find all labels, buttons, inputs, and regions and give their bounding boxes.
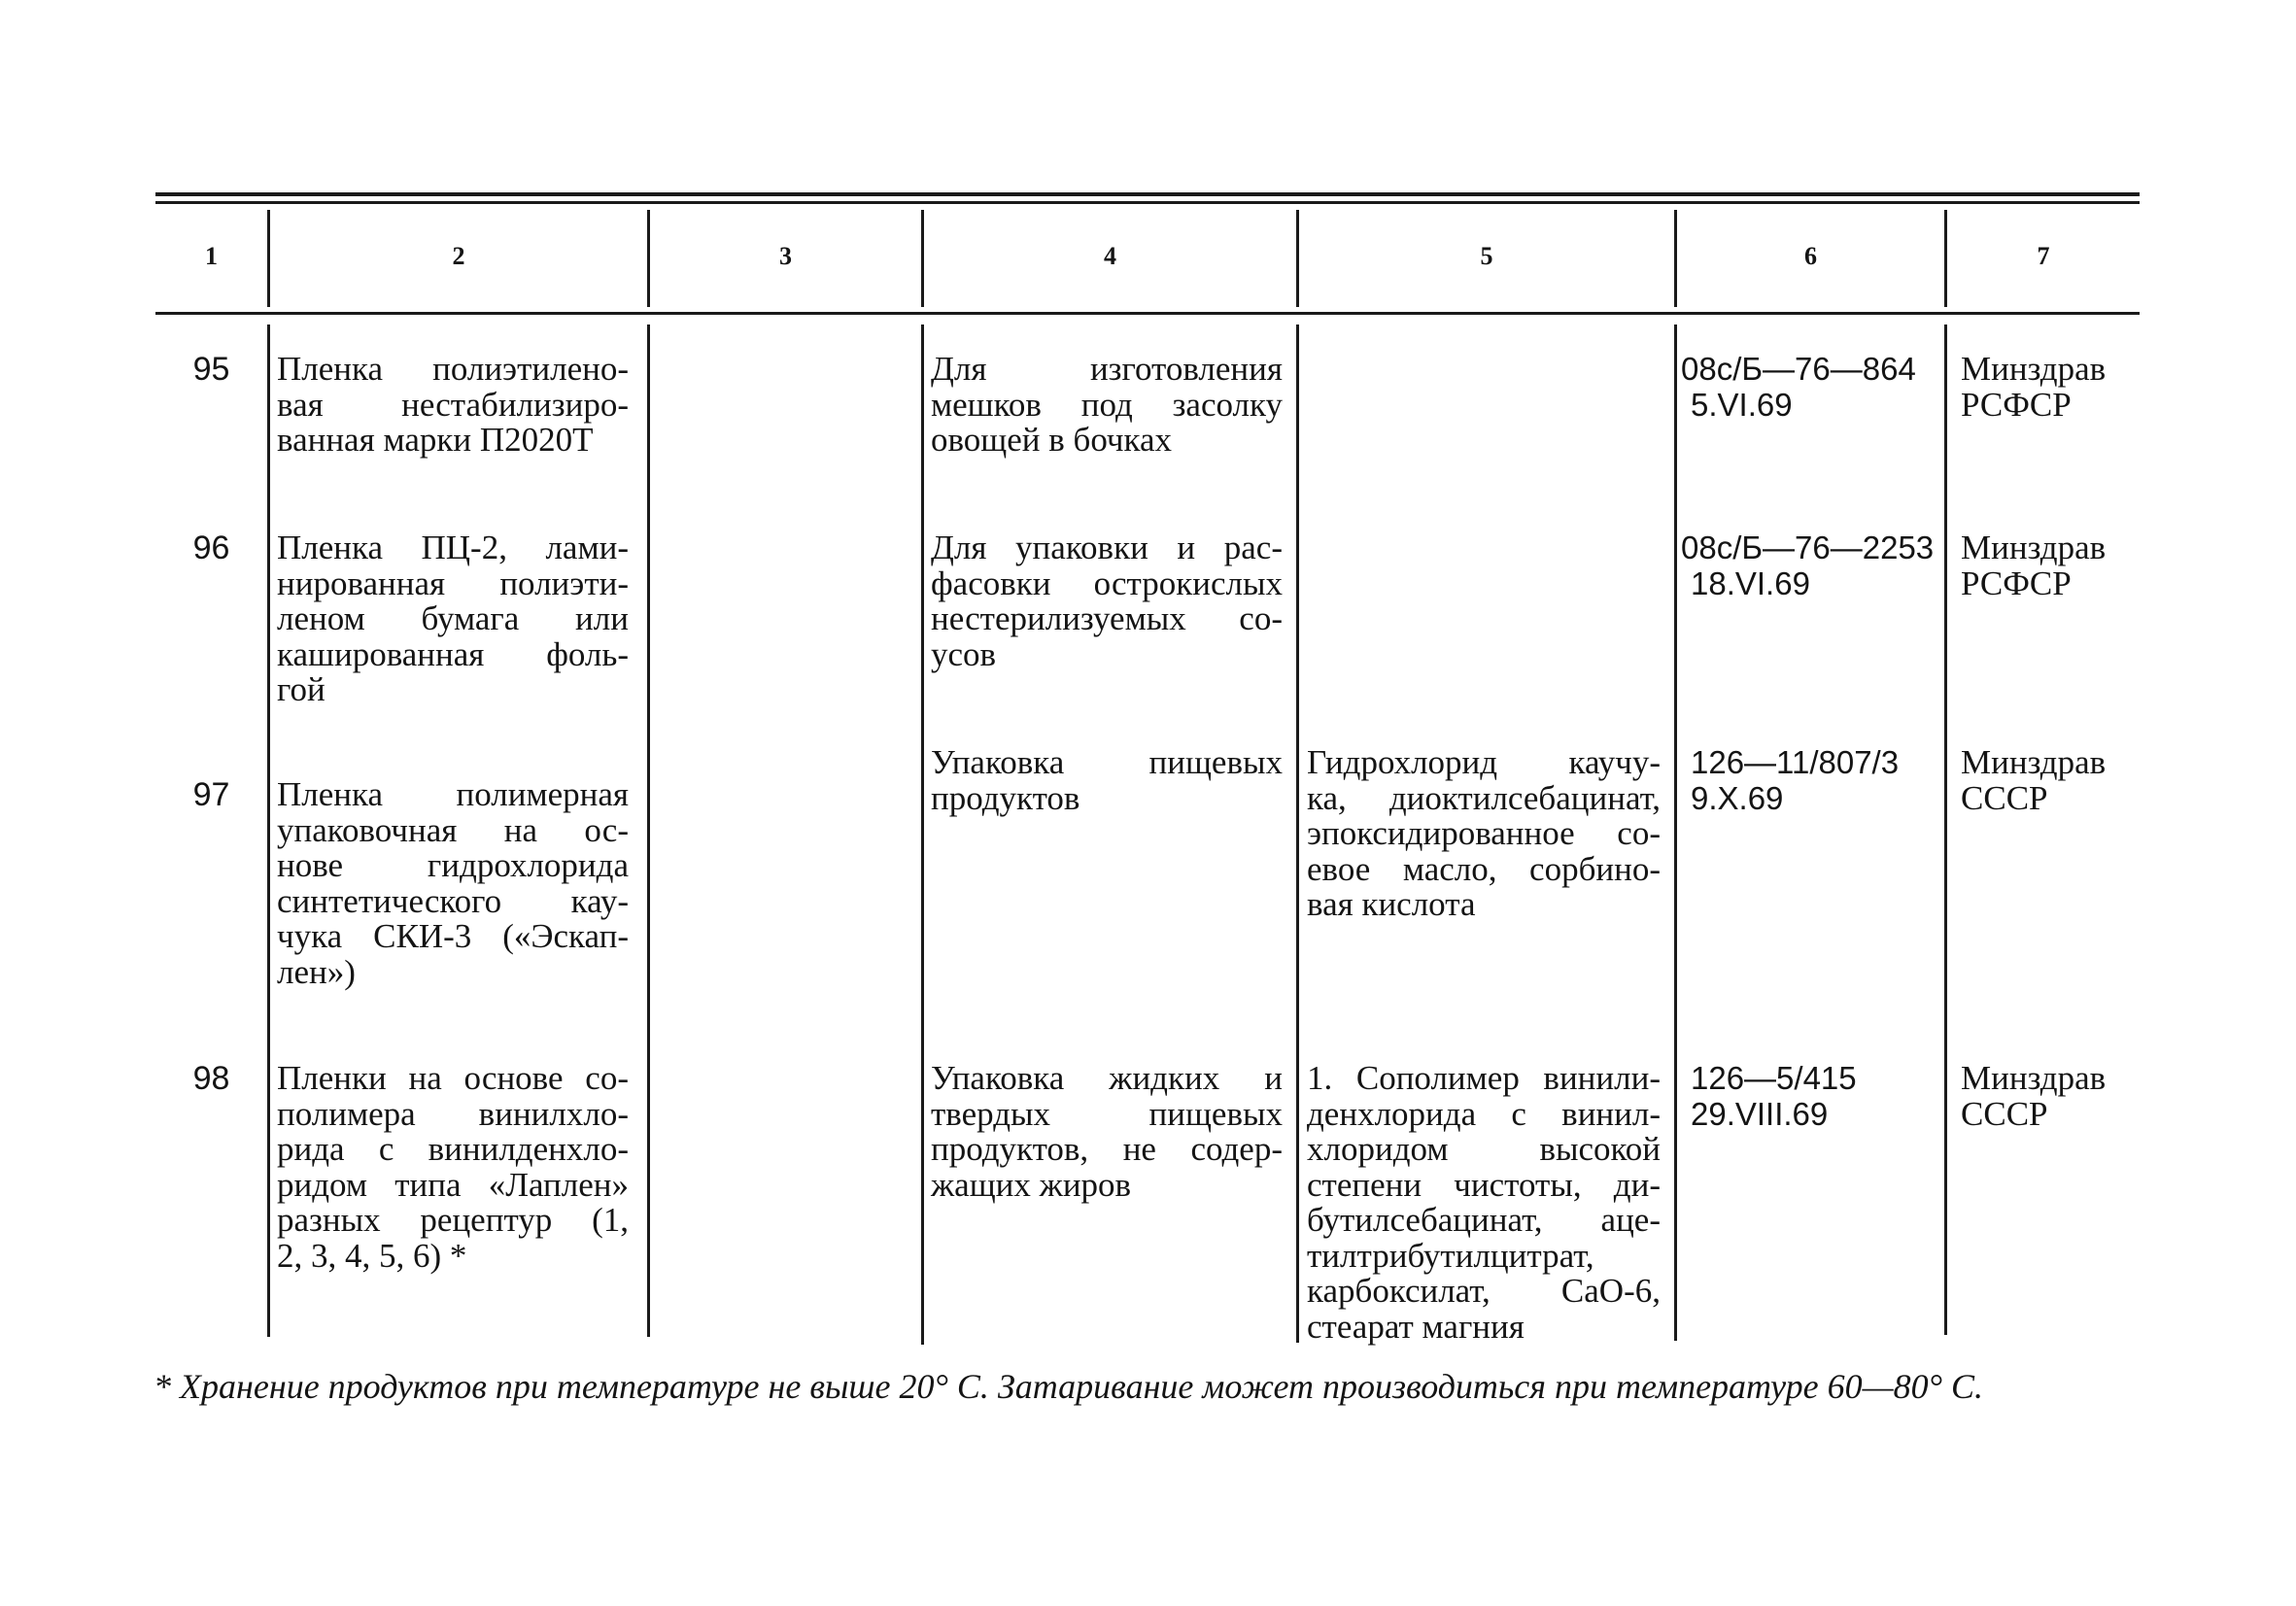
text-line: 2, 3, 4, 5, 6) * bbox=[277, 1236, 467, 1275]
table-top-rule-inner bbox=[155, 201, 2140, 204]
text-line: 18.VI.69 bbox=[1691, 564, 1810, 601]
text-line: денхлорида с винил- bbox=[1307, 1094, 1661, 1133]
text-line: СССР bbox=[1961, 778, 2048, 817]
text-line: степени чистоты, ди- bbox=[1307, 1165, 1661, 1204]
text-line: нированная полиэти- bbox=[277, 564, 629, 602]
text-line: бутилсебацинат, аце- bbox=[1307, 1201, 1661, 1239]
text-line: твердых пищевых bbox=[931, 1094, 1283, 1133]
text-line: вая кислота bbox=[1307, 885, 1476, 923]
text-line: упаковочная на ос- bbox=[277, 810, 629, 849]
composition bbox=[1307, 745, 1661, 923]
text-line: чука СКИ-3 («Эскап- bbox=[277, 917, 629, 955]
column-header: 3 bbox=[779, 242, 792, 270]
text-line: нове гидрохлорида bbox=[277, 846, 629, 884]
text-line: овощей в бочках bbox=[931, 421, 1173, 459]
column-header: 6 bbox=[1804, 242, 1817, 270]
text-line: 5.VI.69 bbox=[1691, 386, 1793, 423]
text-line: Пленка полимерная bbox=[277, 775, 629, 813]
text-line: СССР bbox=[1961, 1094, 2048, 1133]
text-line: 08с/Б—76—2253 bbox=[1681, 530, 1935, 565]
text-line: ридом типа «Лаплен» bbox=[277, 1165, 629, 1204]
purpose bbox=[931, 1061, 1283, 1203]
text-line: 1. Сополимер винили- bbox=[1307, 1059, 1661, 1097]
column-divider bbox=[1296, 325, 1299, 1343]
text-line: 08с/Б—76—864 bbox=[1681, 351, 1916, 387]
text-line: Минздрав bbox=[1961, 743, 2107, 781]
column-header: 5 bbox=[1480, 242, 1493, 270]
permit-reference bbox=[1691, 1061, 1943, 1132]
column-divider bbox=[1674, 325, 1677, 1341]
text-line: тилтрибутилцитрат, bbox=[1307, 1236, 1594, 1275]
permit-reference bbox=[1681, 352, 1943, 423]
column-header: 7 bbox=[2037, 242, 2050, 270]
column-header: 2 bbox=[452, 242, 465, 270]
composition bbox=[1307, 1061, 1661, 1345]
issuing-authority bbox=[1961, 1061, 2136, 1132]
text-line: лен») bbox=[277, 952, 356, 991]
purpose bbox=[931, 352, 1283, 459]
issuing-authority bbox=[1961, 352, 2136, 423]
text-line: стеарат магния bbox=[1307, 1307, 1525, 1346]
material-name bbox=[277, 530, 629, 708]
text-line: продуктов, не содер- bbox=[931, 1130, 1283, 1168]
text-line: Пленка ПЦ-2, лами- bbox=[277, 529, 629, 566]
text-line: евое масло, сорбино- bbox=[1307, 849, 1661, 888]
row-number: 98 bbox=[192, 1060, 230, 1097]
issuing-authority bbox=[1961, 530, 2136, 601]
text-line: Для изготовления bbox=[931, 350, 1283, 388]
table-top-rule bbox=[155, 192, 2140, 196]
text-line: Минздрав bbox=[1961, 529, 2107, 566]
text-line: нестерилизуемых со- bbox=[931, 599, 1283, 637]
column-divider bbox=[267, 325, 270, 1337]
column-header: 1 bbox=[205, 242, 218, 270]
footnote: * Хранение продуктов при температуре не выше 20° С. Затаривание может производиться при температуре 60—80° С. bbox=[154, 1367, 1984, 1406]
text-line: 126—11/807/3 bbox=[1691, 744, 1900, 780]
text-line: карбоксилат, СаО-6, bbox=[1307, 1272, 1661, 1310]
text-line: фасовки острокислых bbox=[931, 564, 1283, 602]
text-line: мешков под засолку bbox=[931, 385, 1283, 424]
text-line: усов bbox=[931, 634, 997, 673]
text-line: Минздрав bbox=[1961, 1059, 2107, 1097]
text-line: 9.X.69 bbox=[1691, 779, 1784, 816]
material-name bbox=[277, 1061, 629, 1274]
text-line: 29.VIII.69 bbox=[1691, 1095, 1829, 1132]
column-header: 4 bbox=[1104, 242, 1116, 270]
purpose bbox=[931, 745, 1283, 816]
row-number: 95 bbox=[192, 351, 230, 388]
permit-reference bbox=[1691, 745, 1943, 816]
text-line: эпоксидированное со- bbox=[1307, 814, 1661, 852]
table-header-rule bbox=[155, 312, 2140, 315]
text-line: Упаковка пищевых bbox=[931, 743, 1283, 781]
text-line: кашированная фоль- bbox=[277, 634, 629, 673]
column-divider bbox=[1944, 325, 1947, 1335]
text-line: хлоридом высокой bbox=[1307, 1130, 1661, 1168]
text-line: полимера винилхло- bbox=[277, 1094, 629, 1133]
text-line: Минздрав bbox=[1961, 350, 2107, 388]
column-divider bbox=[921, 325, 924, 1345]
text-line: вая нестабилизиро- bbox=[277, 385, 629, 424]
text-line: Пленка полиэтилено- bbox=[277, 350, 629, 388]
issuing-authority bbox=[1961, 745, 2136, 816]
text-line: РСФСР bbox=[1961, 564, 2072, 602]
purpose bbox=[931, 530, 1283, 672]
text-line: 126—5/415 bbox=[1691, 1060, 1857, 1096]
column-divider bbox=[647, 325, 650, 1337]
permit-reference bbox=[1681, 530, 1943, 601]
text-line: синтетического кау- bbox=[277, 881, 629, 920]
text-line: Для упаковки и рас- bbox=[931, 529, 1283, 566]
text-line: Упаковка жидких и bbox=[931, 1059, 1283, 1097]
row-number: 97 bbox=[192, 776, 230, 813]
text-line: РСФСР bbox=[1961, 385, 2072, 424]
text-line: ка, диоктилсебацинат, bbox=[1307, 778, 1661, 817]
text-line: Пленки на основе со- bbox=[277, 1059, 629, 1097]
text-line: рида с винилденхло- bbox=[277, 1130, 629, 1168]
text-line: ванная марки П2020Т bbox=[277, 421, 594, 459]
material-name bbox=[277, 777, 629, 990]
text-line: леном бумага или bbox=[277, 599, 629, 637]
text-line: продуктов bbox=[931, 778, 1080, 817]
material-name bbox=[277, 352, 629, 459]
text-line: разных рецептур (1, bbox=[277, 1201, 629, 1239]
text-line: Гидрохлорид каучу- bbox=[1307, 743, 1661, 781]
text-line: гой bbox=[277, 670, 326, 708]
text-line: жащих жиров bbox=[931, 1165, 1132, 1204]
row-number: 96 bbox=[192, 530, 230, 566]
